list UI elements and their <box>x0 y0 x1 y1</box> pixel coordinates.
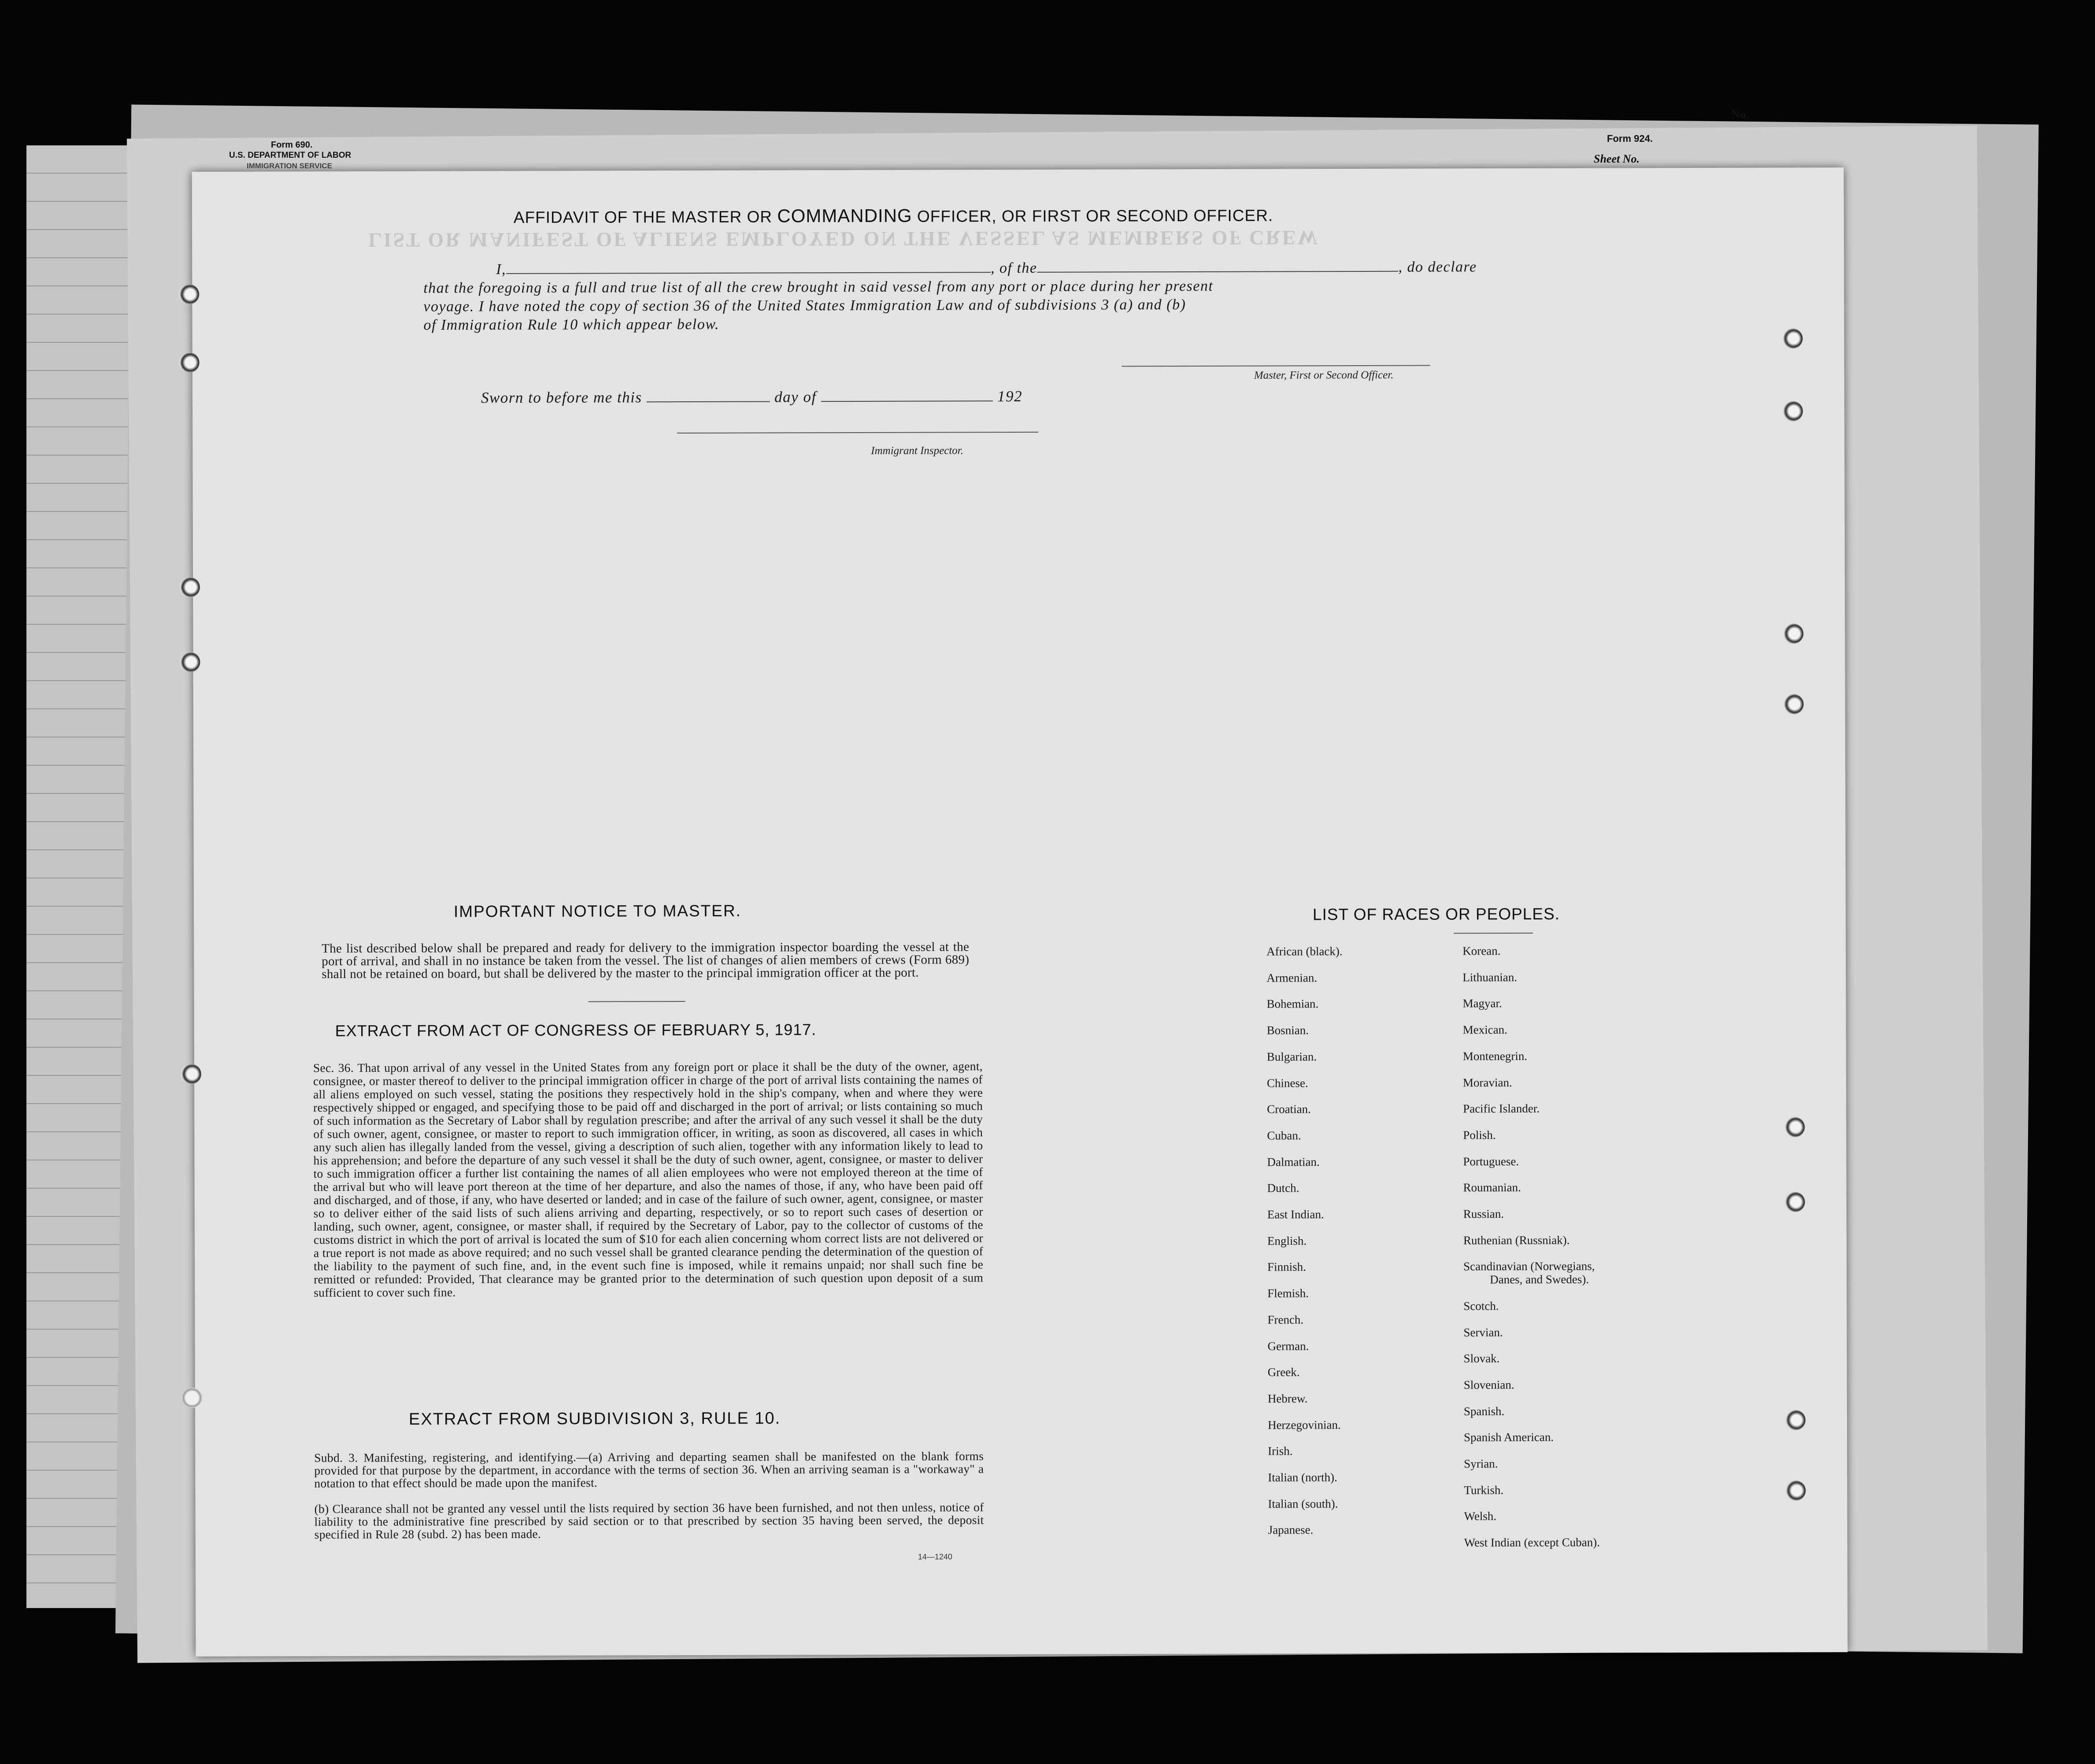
affidavit-line-2: that the foregoing is a full and true list of all the crew brought in said vessel from any port or place during her present <box>423 278 1214 296</box>
race-item: Greek. <box>1267 1365 1300 1379</box>
race-item: Magyar. <box>1462 997 1502 1010</box>
race-item: Moravian. <box>1462 1075 1512 1089</box>
race-item: Finnish. <box>1267 1260 1306 1274</box>
race-item: Italian (north). <box>1268 1471 1337 1484</box>
race-item: Polish. <box>1463 1128 1496 1142</box>
back-form-number: Form 690. <box>271 140 313 150</box>
race-item: Russian. <box>1463 1207 1504 1221</box>
bleed-through-heading: LIST OR MANIFEST OF ALIENS EMPLOYED ON THE VESSEL AS MEMBERS OF CREW <box>368 226 1320 252</box>
affidavit-line-1: I, , of the , do declare <box>496 259 1477 278</box>
race-item: Portuguese. <box>1463 1154 1519 1168</box>
affidavit-line-3: voyage. I have noted the copy of section 36 of the United States Immigration Law and of subdivisions 3 (a) and (b) <box>423 296 1186 315</box>
affidavit-sheet <box>192 167 1848 1657</box>
print-code: 14—1240 <box>918 1552 952 1561</box>
punch-hole <box>182 1388 202 1408</box>
race-item: Danes, and Swedes). <box>1490 1272 1589 1286</box>
punch-hole <box>1785 1410 1806 1430</box>
race-item: Turkish. <box>1464 1483 1504 1497</box>
race-item: Dalmatian. <box>1267 1155 1320 1169</box>
rule-body-b: (b) Clearance shall not be granted any vessel until the lists required by section 36 have been furnished, and not then unless, notice of liability to the administrative fine prescribed by said section or to that prescribed by section 35 having been served, the deposit specified in Rule 28 (subd. 2) has been made. <box>314 1500 984 1542</box>
race-item: Herzegovinian. <box>1268 1418 1341 1432</box>
vessel-blank[interactable] <box>1037 271 1399 273</box>
punch-hole <box>1783 328 1803 348</box>
notice-divider <box>589 1001 685 1002</box>
sworn-line: Sworn to before me this day of 192 <box>481 387 1023 407</box>
race-item: Lithuanian. <box>1462 970 1518 984</box>
race-item: Syrian. <box>1464 1457 1498 1471</box>
notice-title: IMPORTANT NOTICE TO MASTER. <box>453 901 741 921</box>
race-item: Spanish. <box>1463 1404 1505 1418</box>
race-item: East Indian. <box>1267 1208 1324 1221</box>
race-item: Cuban. <box>1267 1129 1301 1142</box>
race-item: Montenegrin. <box>1462 1049 1528 1063</box>
punch-hole <box>179 352 200 373</box>
back-form-service: IMMIGRATION SERVICE <box>247 162 332 170</box>
race-item: Chinese. <box>1266 1076 1308 1090</box>
notice-body: The list described below shall be prepared and ready for delivery to the immigration inspector boarding the vessel at the port of arrival, and shall in no instance be taken from the vessel. The list of changes of alien members of crews (Form 689) shall not be retained on board, but shall be delivered by the master to the principal immigration officer at the port. <box>322 940 970 982</box>
punch-hole <box>181 1064 201 1084</box>
race-item: Spanish American. <box>1464 1430 1554 1444</box>
master-signature-caption: Master, First or Second Officer. <box>1254 369 1394 382</box>
rule-title: EXTRACT FROM SUBDIVISION 3, RULE 10. <box>408 1409 781 1429</box>
race-item: Servian. <box>1463 1325 1503 1339</box>
race-item: Korean. <box>1462 944 1501 958</box>
races-divider <box>1454 933 1533 934</box>
back-form-department: U.S. DEPARTMENT OF LABOR <box>229 151 352 160</box>
race-item: Irish. <box>1268 1444 1293 1458</box>
punch-hole <box>1784 1117 1805 1137</box>
race-item: Italian (south). <box>1268 1497 1338 1511</box>
race-item: French. <box>1267 1313 1304 1327</box>
races-right-column <box>1462 938 1600 1556</box>
back-form-right-number: Form 924. <box>1607 133 1653 144</box>
back-form-no: No. <box>1731 108 1750 122</box>
back-form-sheet-no: Sheet No. <box>1594 152 1640 165</box>
race-item: Japanese. <box>1268 1523 1314 1537</box>
race-item: Croatian. <box>1267 1102 1311 1116</box>
name-blank[interactable] <box>506 272 991 274</box>
inspector-signature-line[interactable] <box>677 432 1038 434</box>
master-signature-line[interactable] <box>1122 365 1430 367</box>
race-item: English. <box>1267 1234 1307 1248</box>
race-item: Ruthenian (Russniak). <box>1463 1233 1570 1247</box>
punch-hole <box>1784 694 1804 714</box>
race-item: Scandinavian (Norwegians, <box>1463 1260 1595 1273</box>
act-body: Sec. 36. That upon arrival of any vessel in the United States from any foreign port or place it shall be the duty of the owner, agent, consignee, or master thereof to deliver to the principal immigration officer in charge of the port of arrival lists containing the names of all aliens employed on such vessel, stating the positions they respectively hold in the ship's company, when and where they were respectively shipped or engaged, and specifying those to be paid off and discharged in the port of arrival; or lists containing so much of such information as the Secretary of Labor shall by regulation prescribe; and after the arrival of any such vessel it shall be the duty of such owner, agent, consignee, or master to report to such immigration officer, in writing, as soon as discovered, all cases in which any such alien has illegally landed from the vessel, giving a description of such alien, together with any information likely to lead to his apprehension; and before the departure of any such vessel it shall be the duty of such owner, agent, consignee, or master to deliver to such immigration officer a further list containing the names of all alien employees who were not employed thereon at the time of the arrival but who will leave port thereon at the time of her departure, and also the names of those, if any, who have been paid off and discharged, and of those, if any, who have deserted or landed; and in case of the failure of such owner, agent, consignee, or master so to deliver either of the said lists of such aliens arriving and departing, respectively, or so to report such cases of desertion or landing, such owner, agent, consignee, or master shall, if required by the Secretary of Labor, pay to the collector of customs of the customs district in which the port of arrival is located the sum of $10 for each alien concerning whom correct lists are not delivered or a true report is not made as above required; and no such vessel shall be granted clearance pending the determination of the question of the liability to the payment of such fine, and, in the event such fine is imposed, while it remains unpaid; nor shall such fine be remitted or refunded: Provided, That clearance may be granted prior to the determination of such question upon deposit of a sum sufficient to cover such fine. <box>313 1059 984 1300</box>
act-title: EXTRACT FROM ACT OF CONGRESS OF FEBRUARY 5, 1917. <box>335 1020 817 1040</box>
race-item: Bulgarian. <box>1266 1050 1317 1064</box>
race-item: West Indian (except Cuban). <box>1464 1535 1600 1549</box>
race-item: Armenian. <box>1266 971 1318 985</box>
punch-hole <box>1783 623 1803 644</box>
races-left-column <box>1266 938 1344 1544</box>
punch-hole <box>1785 1480 1806 1501</box>
affidavit-line-4: of Immigration Rule 10 which appear below. <box>423 316 720 334</box>
race-item: Mexican. <box>1462 1023 1507 1037</box>
race-item: German. <box>1267 1339 1309 1353</box>
race-item: Scotch. <box>1463 1299 1499 1313</box>
races-title: LIST OF RACES OR PEOPLES. <box>1312 904 1560 924</box>
race-item: Slovak. <box>1463 1352 1500 1365</box>
sworn-month-blank[interactable] <box>821 400 993 402</box>
punch-hole <box>1785 1192 1805 1212</box>
sworn-day-blank[interactable] <box>647 401 770 402</box>
race-item: Bosnian. <box>1266 1023 1309 1037</box>
race-item: Roumanian. <box>1463 1181 1521 1194</box>
race-item: Welsh. <box>1464 1509 1497 1523</box>
race-item: Slovenian. <box>1463 1378 1514 1392</box>
affidavit-title: AFFIDAVIT OF THE MASTER OR COMMANDING OFFICER, OR FIRST OR SECOND OFFICER. <box>513 205 1273 227</box>
punch-hole <box>1783 401 1803 421</box>
race-item: Dutch. <box>1267 1181 1299 1195</box>
race-item: Pacific Islander. <box>1463 1102 1540 1115</box>
race-item: Flemish. <box>1267 1286 1309 1300</box>
punch-hole <box>180 577 200 597</box>
race-item: Bohemian. <box>1266 997 1319 1011</box>
rule-body-a: Subd. 3. Manifesting, registering, and identifying.—(a) Arriving and departing seamen shall be manifested on the blank forms provided for that purpose by the department, in accordance with the terms of section 36. When an arriving seaman is a "workaway" a notation to that effect should be made upon the manifest. <box>314 1449 984 1490</box>
inspector-caption: Immigrant Inspector. <box>871 445 964 457</box>
race-item: Hebrew. <box>1267 1392 1308 1405</box>
punch-hole <box>180 652 200 672</box>
race-item: African (black). <box>1266 945 1343 958</box>
punch-hole <box>179 284 199 304</box>
